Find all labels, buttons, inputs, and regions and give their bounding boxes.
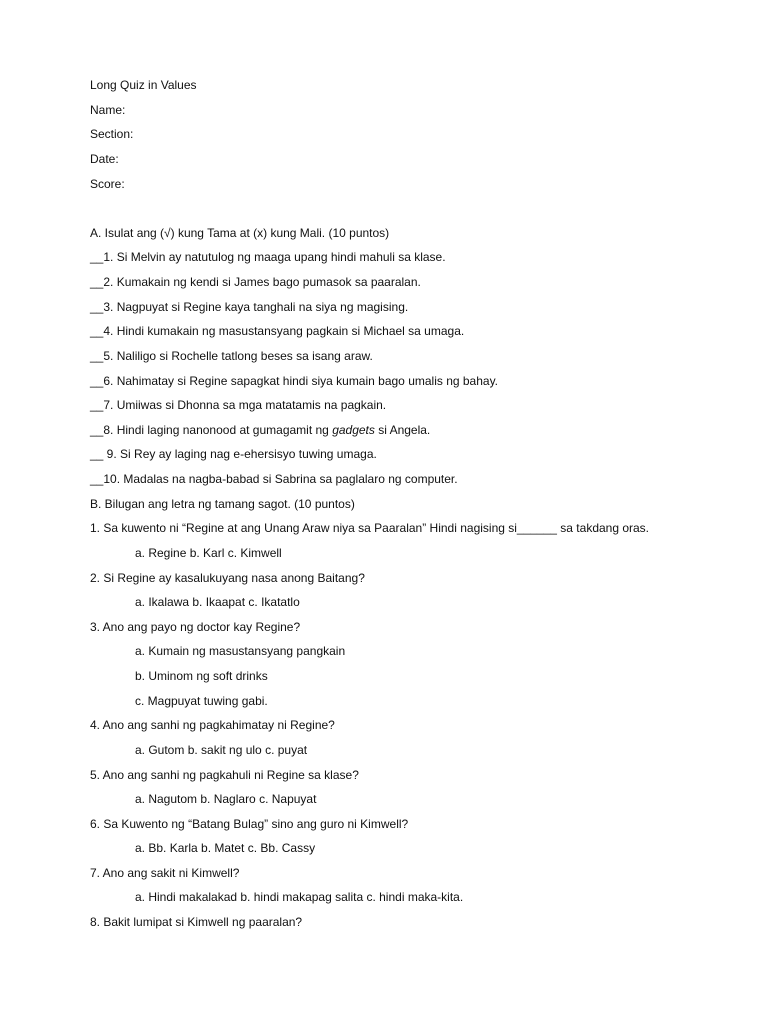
part-a-item-10: __10. Madalas na nagba-babad si Sabrina sa paglalaro ng computer. <box>90 472 458 486</box>
question-3-option-b: b. Uminom ng soft drinks <box>135 669 268 683</box>
part-a-item-5: __5. Naliligo si Rochelle tatlong beses sa isang araw. <box>90 349 373 363</box>
part-a-item-2: __2. Kumakain ng kendi si James bago pumasok sa paaralan. <box>90 275 421 289</box>
item-8-suffix: si Angela. <box>374 423 431 437</box>
score-label: Score: <box>90 177 125 191</box>
question-1: 1. Sa kuwento ni “Regine at ang Unang Araw niya sa Paaralan” Hindi nagising si______ sa takdang oras. <box>90 521 650 535</box>
part-a-item-7: __7. Umiiwas si Dhonna sa mga matatamis na pagkain. <box>90 398 387 412</box>
date-label: Date: <box>90 152 119 166</box>
question-1-options: a. Regine b. Karl c. Kimwell <box>135 546 282 560</box>
question-5-options: a. Nagutom b. Naglaro c. Napuyat <box>135 792 317 806</box>
question-5: 5. Ano ang sanhi ng pagkahuli ni Regine sa klase? <box>90 768 359 782</box>
question-2: 2. Si Regine ay kasalukuyang nasa anong Baitang? <box>90 571 365 585</box>
question-2-options: a. Ikalawa b. Ikaapat c. Ikatatlo <box>135 595 300 609</box>
part-a-item-3: __3. Nagpuyat si Regine kaya tanghali na siya ng magising. <box>90 300 409 314</box>
item-8-prefix: __8. Hindi laging nanonood at gumagamit ng <box>90 423 333 437</box>
question-3-option-a: a. Kumain ng masustansyang pangkain <box>135 644 346 658</box>
name-label: Name: <box>90 103 126 117</box>
part-a-item-6: __6. Nahimatay si Regine sapagkat hindi siya kumain bago umalis ng bahay. <box>90 374 499 388</box>
question-6: 6. Sa Kuwento ng “Batang Bulag” sino ang guro ni Kimwell? <box>90 817 409 831</box>
part-a-item-8 <box>90 423 430 438</box>
question-8: 8. Bakit lumipat si Kimwell ng paaralan? <box>90 915 303 929</box>
question-4: 4. Ano ang sanhi ng pagkahimatay ni Regine? <box>90 718 335 732</box>
document-title: Long Quiz in Values <box>90 78 197 92</box>
part-b-instruction: B. Bilugan ang letra ng tamang sagot. (10 puntos) <box>90 497 355 511</box>
question-7: 7. Ano ang sakit ni Kimwell? <box>90 866 240 880</box>
question-3-option-c: c. Magpuyat tuwing gabi. <box>135 694 268 708</box>
part-a-instruction: A. Isulat ang (√) kung Tama at (x) kung Mali. (10 puntos) <box>90 226 390 240</box>
part-a-item-9: __ 9. Si Rey ay laging nag e-ehersisyo tuwing umaga. <box>90 447 377 461</box>
question-6-options: a. Bb. Karla b. Matet c. Bb. Cassy <box>135 841 316 855</box>
item-8-italic-word: gadgets <box>332 423 375 437</box>
question-7-options: a. Hindi makalakad b. hindi makapag salita c. hindi maka-kita. <box>135 890 464 904</box>
question-4-options: a. Gutom b. sakit ng ulo c. puyat <box>135 743 308 757</box>
question-3: 3. Ano ang payo ng doctor kay Regine? <box>90 620 301 634</box>
part-a-item-4: __4. Hindi kumakain ng masustansyang pagkain si Michael sa umaga. <box>90 324 465 338</box>
section-label: Section: <box>90 127 134 141</box>
part-a-item-1: __1. Si Melvin ay natutulog ng maaga upang hindi mahuli sa klase. <box>90 250 446 264</box>
